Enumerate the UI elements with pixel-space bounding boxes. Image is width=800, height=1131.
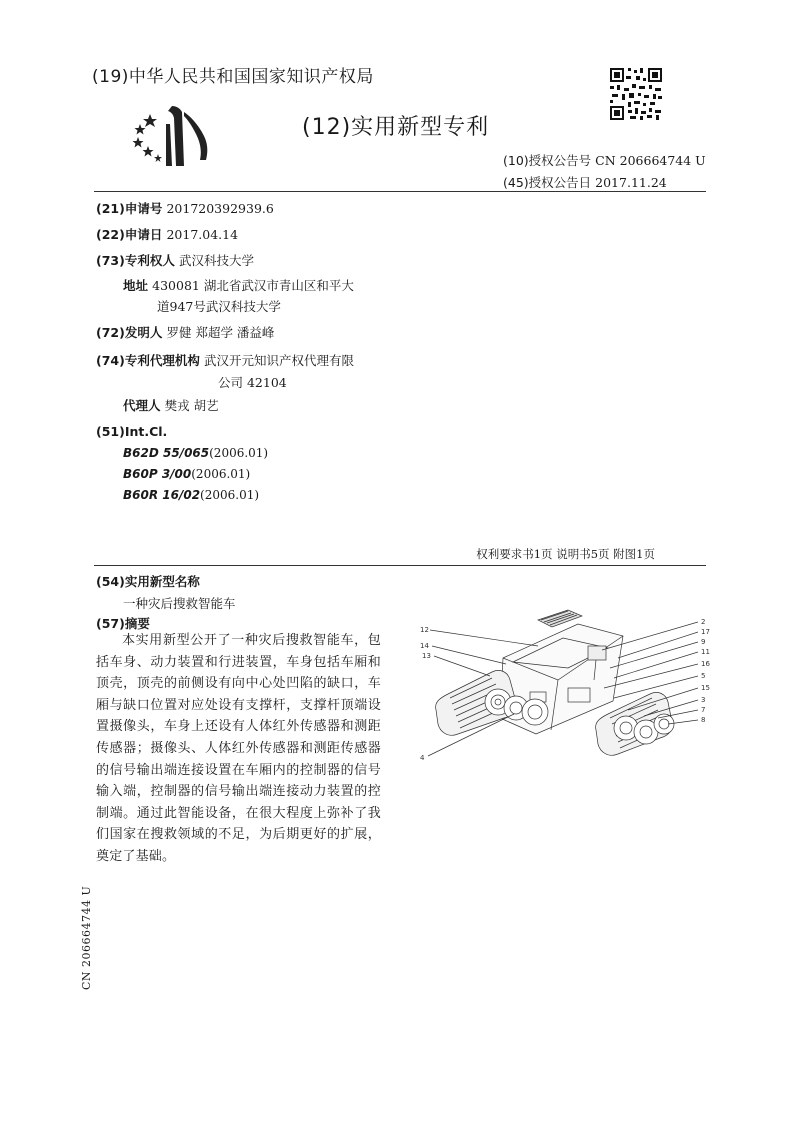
callout-label: 2: [701, 618, 706, 626]
app-date-label: (22)申请日: [96, 227, 163, 242]
patentee-label: (73)专利权人: [96, 253, 175, 268]
application-number: [96, 199, 274, 217]
callout-label: 15: [701, 684, 710, 692]
inventors-label: (72)发明人: [96, 325, 163, 340]
callout-label: 13: [422, 652, 431, 660]
ipc-version: (2006.01): [191, 467, 251, 481]
utility-model-title: 一种灾后搜救智能车: [123, 596, 236, 611]
rescue-vehicle-figure: [418, 606, 714, 770]
agency-line-1: 武汉开元知识产权代理有限: [203, 353, 354, 368]
address-line-1: 430081 湖北省武汉市青山区和平大: [152, 278, 354, 293]
address: [123, 276, 354, 294]
callout-label: 3: [701, 696, 706, 704]
ipc-version: (2006.01): [209, 446, 269, 460]
inventors-value: 罗健 郑超学 潘益峰: [166, 325, 275, 340]
callout-label: 8: [701, 716, 706, 724]
int-cl-label: (51)Int.Cl.: [96, 424, 168, 439]
app-date-value: 2017.04.14: [166, 227, 239, 242]
pub-no-label: (10)授权公告号: [503, 153, 592, 168]
document-type: (12)实用新型专利: [302, 115, 490, 140]
page-counts: 权利要求书1页 说明书5页 附图1页: [476, 547, 655, 561]
agency-label: (74)专利代理机构: [96, 353, 200, 368]
qr-code-icon: [608, 66, 664, 122]
ipc-class-3: [123, 488, 259, 502]
abstract-text: 本实用新型公开了一种灾后搜救智能车，包括车身、动力装置和行进装置，车身包括车厢和顶壳，顶壳的前侧设有向中心处凹陷的缺口，车厢与缺口位置对应处设有支撑杆，支撑杆顶端设置摄像头，车身上还设有人体红外传感器和测距传感器；摄像头、人体红外传感器和测距传感器的信号输出端连接设置在车厢内的控制器的信号输入端，控制器的信号输出端连接动力装置的控制端。通过此智能设备，在很大程度上弥补了我们国家在搜救领域的不足，为后期更好的扩展，奠定了基础。: [96, 633, 381, 864]
agent-label: 代理人: [123, 398, 161, 413]
callout-label: 9: [701, 638, 706, 646]
pub-no-value: CN 206664744 U: [595, 153, 706, 168]
pub-date-value: 2017.11.24: [595, 175, 667, 190]
publication-number: [503, 151, 706, 169]
cnipa-logo-icon: [128, 102, 212, 168]
patent-agency: [96, 351, 354, 369]
ipc-class-2: [123, 467, 250, 481]
ipc-class-1: [123, 446, 268, 460]
side-publication-number: CN 206664744 U: [80, 885, 93, 990]
patentee: [96, 251, 254, 269]
callout-label: 5: [701, 672, 706, 680]
agents: [123, 396, 219, 414]
inventors: [96, 323, 274, 341]
body-divider: [94, 565, 706, 566]
callout-label: 7: [701, 706, 706, 714]
callout-label: 14: [420, 642, 429, 650]
ipc-code: B60R 16/02: [123, 488, 201, 502]
issuing-office: (19)中华人民共和国国家知识产权局: [92, 67, 374, 87]
ipc-version: (2006.01): [200, 488, 260, 502]
ipc-code: B60P 3/00: [123, 467, 192, 481]
patentee-value: 武汉科技大学: [178, 253, 254, 268]
agency-line-2: 公司 42104: [218, 375, 287, 390]
callout-label: 4: [420, 754, 425, 762]
callout-label: 11: [701, 648, 710, 656]
agent-value: 樊戎 胡艺: [164, 398, 219, 413]
pub-date-label: (45)授权公告日: [503, 175, 592, 190]
address-line-2: 道947号武汉科技大学: [157, 299, 281, 314]
title-label: (54)实用新型名称: [96, 574, 200, 589]
header-divider: [94, 191, 706, 192]
ipc-code: B62D 55/065: [123, 446, 210, 460]
callout-label: 17: [701, 628, 710, 636]
app-no-label: (21)申请号: [96, 201, 163, 216]
application-date: [96, 225, 238, 243]
callout-label: 16: [701, 660, 710, 668]
abstract-label: (57)摘要: [96, 616, 150, 631]
publication-date: [503, 173, 667, 191]
int-cl: [96, 424, 167, 440]
address-label: 地址: [123, 278, 149, 293]
app-no-value: 201720392939.6: [166, 201, 274, 216]
callout-label: 12: [420, 626, 429, 634]
